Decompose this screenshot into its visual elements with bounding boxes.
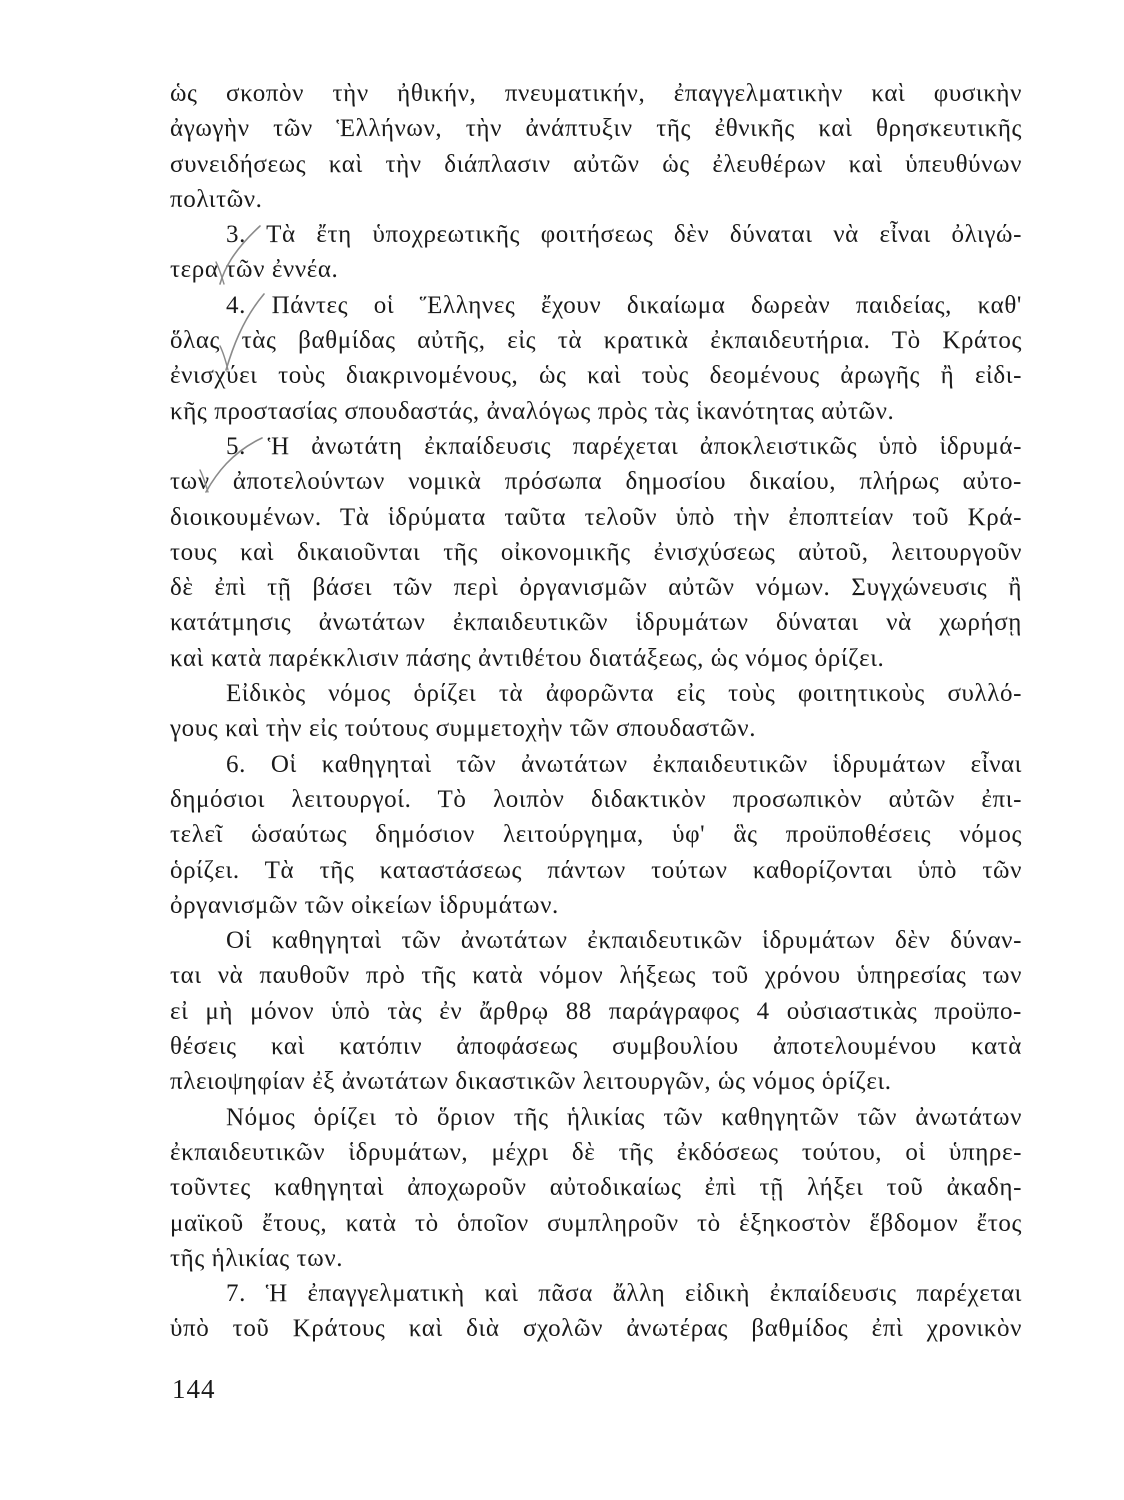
text-line: πολιτῶν. xyxy=(170,185,263,213)
text-line: τερα τῶν ἐννέα. xyxy=(170,256,339,284)
text-line: συνειδήσεως καὶ τὴν διάπλασιν αὐτῶν ὡς ἐλευθέρων καὶ ὑπευθύνων xyxy=(170,150,1022,178)
text-line: τῆς ἡλικίας των. xyxy=(170,1244,344,1272)
text-line: τελεῖ ὡσαύτως δημόσιον λειτούργημα, ὑφ' ἃς προϋποθέσεις νόμος xyxy=(170,821,1022,849)
text-line: καὶ κατὰ παρέκκλισιν πάσης ἀντιθέτου διατάξεως, ὡς νόμος ὁρίζει. xyxy=(170,644,885,672)
paragraph-student-unions-start: Εἰδικὸς νόμος ὁρίζει τὰ ἀφορῶντα εἰς τοὺς φοιτητικοὺς συλλό- xyxy=(226,680,1022,708)
text-line: ἀγωγὴν τῶν Ἑλλήνων, τὴν ἀνάπτυξιν τῆς ἐθνικῆς καὶ θρησκευτικῆς xyxy=(170,115,1022,143)
text-line: ἐκπαιδευτικῶν ἱδρυμάτων, μέχρι δὲ τῆς ἐκδόσεως τούτου, οἱ ὑπηρε- xyxy=(170,1138,1022,1166)
page-number: 144 xyxy=(172,1374,216,1404)
body-text xyxy=(170,76,1022,1347)
text-line: δὲ ἐπὶ τῇ βάσει τῶν περὶ ὀργανισμῶν αὐτῶν νόμων. Συγχώνευσις ἢ xyxy=(170,574,1022,602)
text-line: ἐνισχύει τοὺς διακρινομένους, ὡς καὶ τοὺς δεομένους ἀρωγῆς ἢ εἰδι- xyxy=(170,362,1022,390)
text-line: ὁρίζει. Τὰ τῆς καταστάσεως πάντων τούτων καθορίζονται ὑπὸ τῶν xyxy=(170,856,1022,884)
text-line: ὡς σκοπὸν τὴν ἠθικήν, πνευματικήν, ἐπαγγελματικὴν καὶ φυσικὴν xyxy=(170,80,1022,107)
paragraph-3-start: 3. Τὰ ἔτη ὑποχρεωτικῆς φοιτήσεως δὲν δύναται νὰ εἶναι ὀλιγώ- xyxy=(226,221,1022,249)
text-line: τους καὶ δικαιοῦνται τῆς οἰκονομικῆς ἐνισχύσεως αὐτοῦ, λειτουργοῦν xyxy=(170,538,1022,566)
paragraph-5-start: 5. Ἡ ἀνωτάτη ἐκπαίδευσις παρέχεται ἀποκλειστικῶς ὑπὸ ἱδρυμά- xyxy=(226,432,1022,460)
paragraph-age-limit-start: Νόμος ὁρίζει τὸ ὅριον τῆς ἡλικίας τῶν καθηγητῶν τῶν ἀνωτάτων xyxy=(226,1103,1022,1131)
paragraph-4-start: 4. Πάντες οἱ Ἕλληνες ἔχουν δικαίωμα δωρεὰν παιδείας, καθ' xyxy=(226,291,1022,319)
text-line: μαϊκοῦ ἔτους, κατὰ τὸ ὁποῖον συμπληροῦν τὸ ἑξηκοστὸν ἕβδομον ἔτος xyxy=(170,1209,1022,1237)
text-line: θέσεις καὶ κατόπιν ἀποφάσεως συμβουλίου ἀποτελουμένου κατὰ xyxy=(170,1033,1022,1061)
paragraph-professors-dismissal-start: Οἱ καθηγηταὶ τῶν ἀνωτάτων ἐκπαιδευτικῶν ἱδρυμάτων δὲν δύναν- xyxy=(226,927,1022,955)
text-line: εἰ μὴ μόνον ὑπὸ τὰς ἐν ἄρθρῳ 88 παράγραφος 4 οὐσιαστικὰς προϋπο- xyxy=(170,997,1022,1025)
text-line: ὀργανισμῶν τῶν οἰκείων ἱδρυμάτων. xyxy=(170,891,559,919)
paragraph-7-start: 7. Ἡ ἐπαγγελματικὴ καὶ πᾶσα ἄλλη εἰδικὴ ἐκπαίδευσις παρέχεται xyxy=(226,1280,1022,1308)
text-line: ται νὰ παυθοῦν πρὸ τῆς κατὰ νόμον λήξεως τοῦ χρόνου ὑπηρεσίας των xyxy=(170,962,1022,990)
text-line: γους καὶ τὴν εἰς τούτους συμμετοχὴν τῶν σπουδαστῶν. xyxy=(170,715,757,743)
text-line: τοῦντες καθηγηταὶ ἀποχωροῦν αὐτοδικαίως ἐπὶ τῇ λήξει τοῦ ἀκαδη- xyxy=(170,1174,1022,1202)
text-line: ὑπὸ τοῦ Κράτους καὶ διὰ σχολῶν ἀνωτέρας βαθμίδος ἐπὶ χρονικὸν xyxy=(170,1315,1022,1343)
text-line: ὅλας τὰς βαθμίδας αὐτῆς, εἰς τὰ κρατικὰ ἐκπαιδευτήρια. Τὸ Κράτος xyxy=(170,327,1022,355)
text-line: κῆς προστασίας σπουδαστάς, ἀναλόγως πρὸς τὰς ἱκανότητας αὐτῶν. xyxy=(170,397,895,425)
text-line: δημόσιοι λειτουργοί. Τὸ λοιπὸν διδακτικὸν προσωπικὸν αὐτῶν ἐπι- xyxy=(170,785,1022,813)
text-line: κατάτμησις ἀνωτάτων ἐκπαιδευτικῶν ἱδρυμάτων δύναται νὰ χωρήσῃ xyxy=(170,609,1022,637)
paragraph-6-start: 6. Οἱ καθηγηταὶ τῶν ἀνωτάτων ἐκπαιδευτικῶν ἱδρυμάτων εἶναι xyxy=(226,750,1022,778)
text-line: των ἀποτελούντων νομικὰ πρόσωπα δημοσίου δικαίου, πλήρως αὐτο- xyxy=(170,468,1022,496)
text-line: διοικουμένων. Τὰ ἱδρύματα ταῦτα τελοῦν ὑπὸ τὴν ἐποπτείαν τοῦ Κρά- xyxy=(170,503,1022,531)
text-line: πλειοψηφίαν ἐξ ἀνωτάτων δικαστικῶν λειτουργῶν, ὡς νόμος ὁρίζει. xyxy=(170,1068,892,1096)
